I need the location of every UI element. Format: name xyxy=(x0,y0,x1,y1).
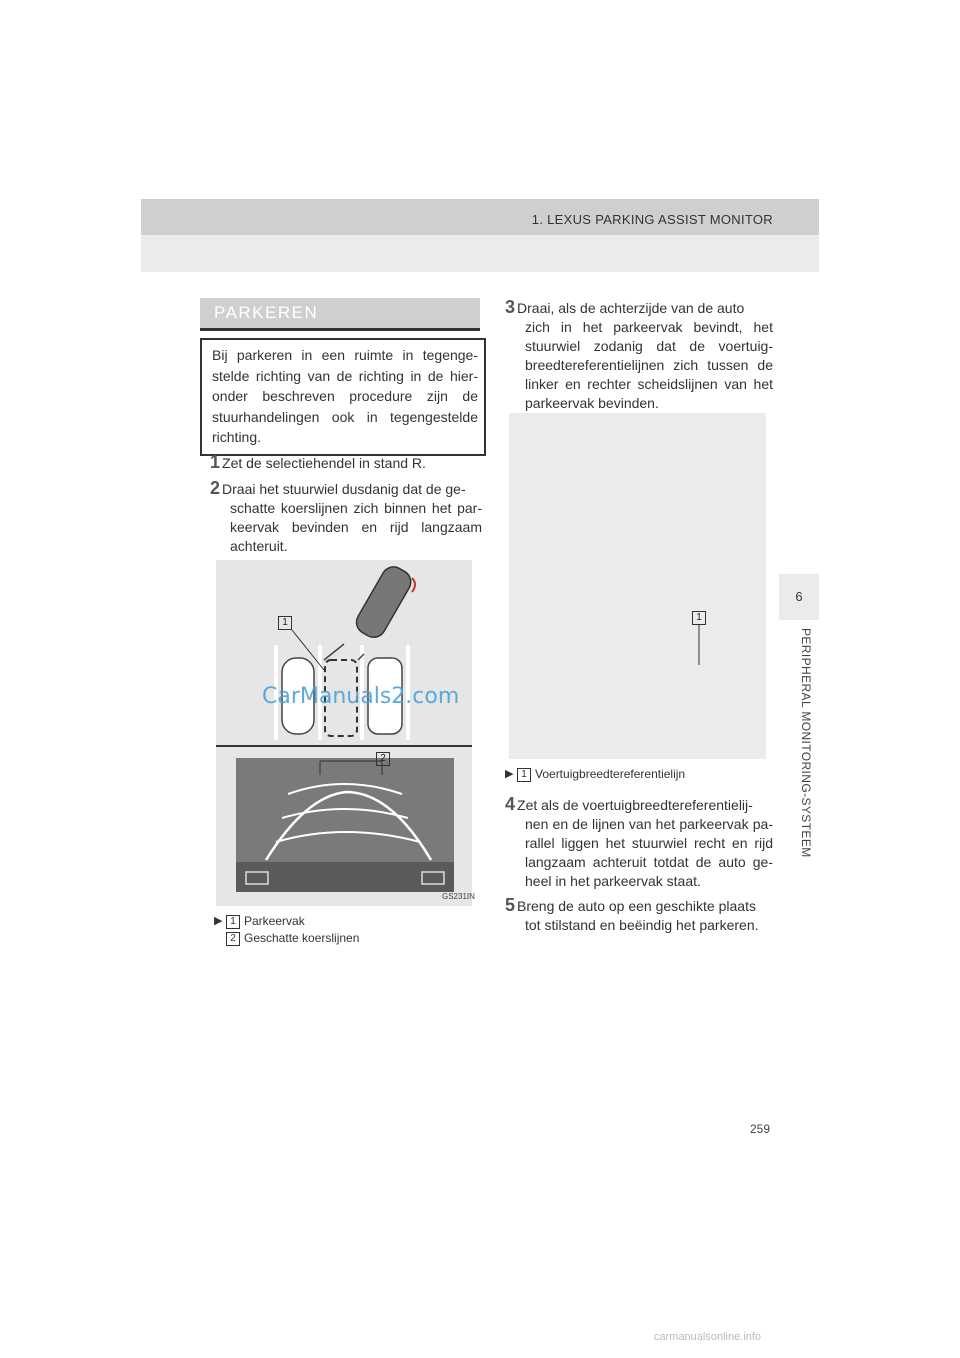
parking-illustration xyxy=(216,560,475,906)
parking-diagram xyxy=(216,560,472,906)
legend-item xyxy=(214,930,359,947)
section-note: Bij parkeren in een ruimte in tegenge-stelde richting van de richting in de hier-onder beschreven procedure zijn de stuurhandelingen ook in tegengestelde richting. xyxy=(200,338,486,456)
reference-line-diagram xyxy=(509,413,766,759)
callout-2: 2 xyxy=(376,752,390,766)
legend-number: 1 xyxy=(226,915,240,929)
chapter-side-label: PERIPHERAL MONITORING-SYSTEEM xyxy=(799,628,813,858)
legend-item xyxy=(505,766,685,783)
step-number: 5 xyxy=(505,895,516,915)
legend-text: Geschatte koerslijnen xyxy=(244,931,360,945)
callout-1: 1 xyxy=(278,616,292,630)
step-2 xyxy=(210,479,482,556)
callout-1: 1 xyxy=(692,611,706,625)
section-title xyxy=(200,298,480,331)
step-3 xyxy=(505,298,773,413)
step-text-first: Draai, als de achterzijde van de auto xyxy=(517,300,745,316)
step-5 xyxy=(505,896,773,935)
section-title-text: PARKEREN xyxy=(214,303,319,322)
step-text-first: Zet als de voertuigbreedtereferentielij- xyxy=(517,797,753,813)
legend-text: Parkeervak xyxy=(244,914,305,928)
figure2-legend xyxy=(505,766,685,783)
header-band xyxy=(141,199,819,235)
arrow-right-icon: ▶ xyxy=(214,915,223,927)
watermark: CarManuals2.com xyxy=(262,684,460,709)
figure-code: GS231IN xyxy=(442,892,475,901)
legend-number: 2 xyxy=(226,932,240,946)
arrow-right-icon: ▶ xyxy=(505,768,514,780)
page-header xyxy=(141,199,819,272)
step-number: 3 xyxy=(505,297,516,317)
step-text: zich in het parkeervak bevindt, het stuurwiel zodanig dat de voertuig-breedtereferentielijnen zich tussen de linker en rechter scheidslijnen van het parkeervak bevinden. xyxy=(525,319,773,411)
step-number: 4 xyxy=(505,794,516,814)
legend-number: 1 xyxy=(517,768,531,782)
legend-item xyxy=(214,913,359,930)
step-text: Zet de selectiehendel in stand R. xyxy=(222,455,426,471)
step-text-first: Breng de auto op een geschikte plaats xyxy=(517,898,756,914)
step-text-first: Draai het stuurwiel dusdanig dat de ge- xyxy=(222,481,466,497)
figure1-legend xyxy=(214,913,359,947)
step-1 xyxy=(210,453,482,473)
step-text: schatte koerslijnen zich binnen het par-keervak bevinden en rijd langzaam achteruit. xyxy=(230,500,482,554)
footer-watermark: carmanualsonline.info xyxy=(654,1331,762,1343)
step-4 xyxy=(505,795,773,891)
reference-line-illustration xyxy=(509,413,766,759)
legend-text: Voertuigbreedtereferentielijn xyxy=(535,767,686,781)
step-text: tot stilstand en beëindig het parkeren. xyxy=(525,917,759,933)
step-text: nen en de lijnen van het parkeervak pa-rallel liggen het stuurwiel recht en rijd langzaam achteruit totdat de auto ge-heel in het parkeervak staat. xyxy=(525,816,773,889)
step-number: 1 xyxy=(210,452,221,472)
chapter-title: 1. LEXUS PARKING ASSIST MONITOR xyxy=(531,212,773,227)
chapter-tab-number: 6 xyxy=(779,574,819,620)
page-number: 259 xyxy=(750,1122,771,1136)
step-number: 2 xyxy=(210,478,221,498)
